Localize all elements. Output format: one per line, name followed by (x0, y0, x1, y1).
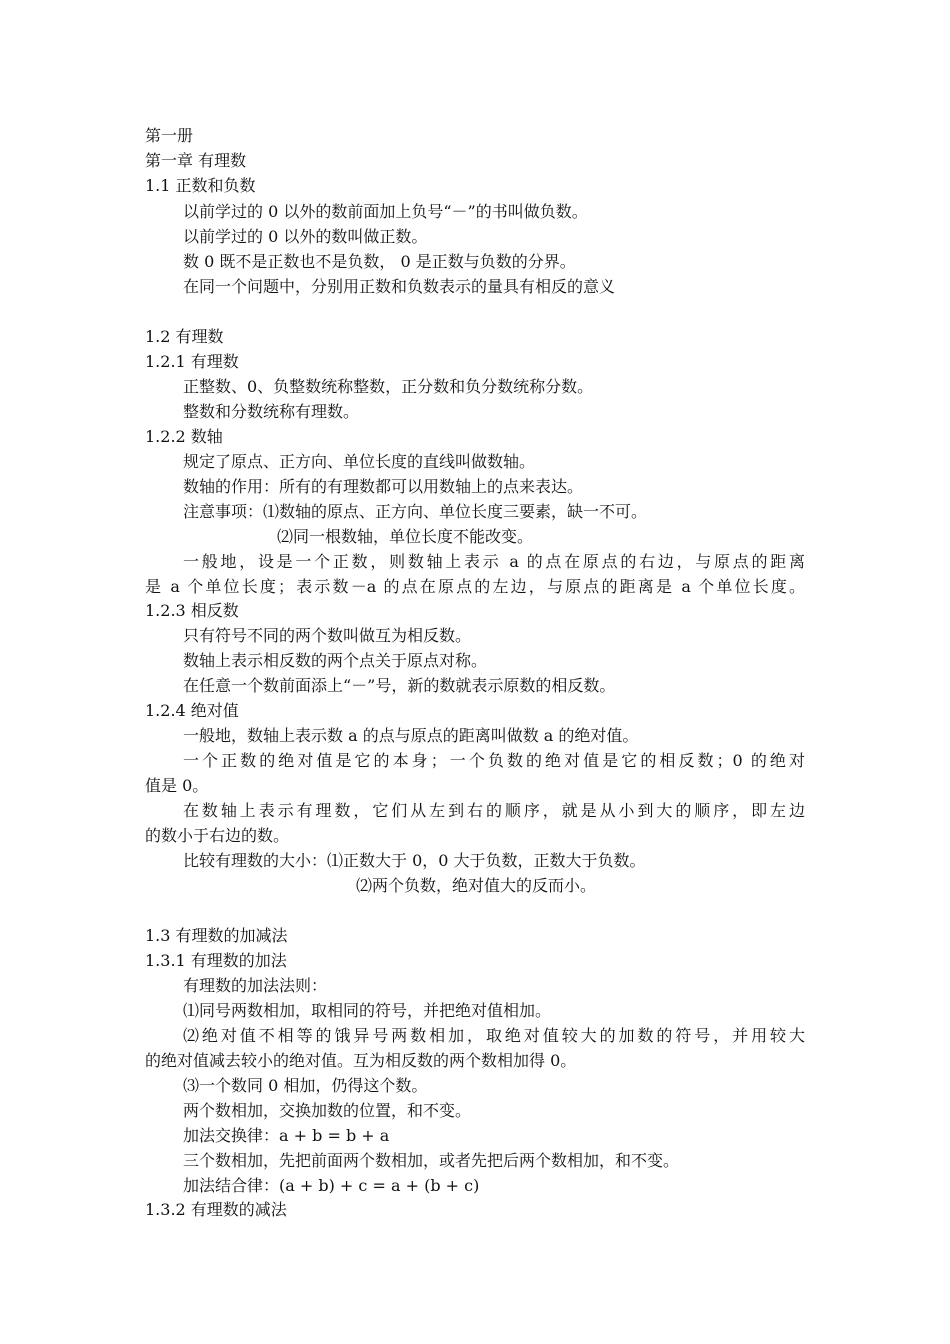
paragraph-line: ⑵两个负数，绝对值大的反而小。 (356, 876, 597, 895)
section-heading: 1.2 有理数 (145, 327, 224, 346)
paragraph-line: 的绝对值减去较小的绝对值。互为相反数的两个数相加得 0。 (145, 1051, 577, 1070)
paragraph-line: 有理数的加法法则： (183, 976, 328, 995)
paragraph-line: 数 0 既不是正数也不是负数， 0 是正数与负数的分界。 (183, 252, 576, 271)
paragraph-line: 在数轴上表示有理数，它们从左到右的顺序，就是从小到大的顺序，即左边 (183, 801, 805, 820)
paragraph-line: 整数和分数统称有理数。 (183, 402, 360, 421)
paragraph-line: 规定了原点、正方向、单位长度的直线叫做数轴。 (183, 452, 536, 471)
section-heading: 1.3 有理数的加减法 (145, 926, 288, 945)
subsection-heading: 1.3.1 有理数的加法 (145, 951, 287, 970)
subsection-heading: 1.2.3 相反数 (145, 601, 239, 620)
paragraph-line: 只有符号不同的两个数叫做互为相反数。 (183, 626, 472, 645)
paragraph-line: 比较有理数的大小：⑴正数大于 0，0 大于负数，正数大于负数。 (183, 851, 646, 870)
volume-title: 第一册 (145, 126, 194, 145)
chapter-title: 第一章 有理数 (145, 151, 247, 170)
paragraph-line: 三个数相加，先把前面两个数相加，或者先把后两个数相加，和不变。 (183, 1151, 680, 1170)
paragraph-line: 正整数、0、负整数统称整数，正分数和负分数统称分数。 (183, 377, 594, 396)
subsection-heading: 1.2.4 绝对值 (145, 701, 239, 720)
paragraph-line: 一个正数的绝对值是它的本身；一个负数的绝对值是它的相反数；0 的绝对 (183, 751, 805, 770)
paragraph-line: ⑵同一根数轴，单位长度不能改变。 (277, 527, 534, 546)
paragraph-line: 在任意一个数前面添上“－”号，新的数就表示原数的相反数。 (183, 676, 616, 695)
paragraph-line: 注意事项：⑴数轴的原点、正方向、单位长度三要素，缺一不可。 (183, 502, 648, 521)
paragraph-line: 是 a 个单位长度；表示数－a 的点在原点的左边，与原点的距离是 a 个单位长度。 (145, 577, 805, 596)
paragraph-line: ⑵绝对值不相等的饿异号两数相加，取绝对值较大的加数的符号，并用较大 (183, 1026, 805, 1045)
paragraph-line: 数轴的作用：所有的有理数都可以用数轴上的点来表达。 (183, 477, 584, 496)
section-heading: 1.1 正数和负数 (145, 176, 256, 195)
paragraph-line: 值是 0。 (145, 776, 209, 795)
subsection-heading: 1.2.1 有理数 (145, 352, 239, 371)
paragraph-line: 两个数相加，交换加数的位置，和不变。 (183, 1101, 472, 1120)
paragraph-line: ⑴同号两数相加，取相同的符号，并把绝对值相加。 (183, 1001, 552, 1020)
paragraph-line: 加法交换律：a + b = b + a (183, 1126, 390, 1145)
paragraph-line: 以前学过的 0 以外的数前面加上负号“－”的书叫做负数。 (183, 202, 588, 221)
paragraph-line: 数轴上表示相反数的两个点关于原点对称。 (183, 651, 488, 670)
paragraph-line: 以前学过的 0 以外的数叫做正数。 (183, 227, 428, 246)
subsection-heading: 1.2.2 数轴 (145, 427, 223, 446)
subsection-heading: 1.3.2 有理数的减法 (145, 1200, 287, 1219)
paragraph-line: 在同一个问题中，分别用正数和负数表示的量具有相反的意义 (183, 277, 616, 296)
paragraph-line: 加法结合律：(a + b) + c = a + (b + c) (183, 1176, 480, 1195)
paragraph-line: 的数小于右边的数。 (145, 826, 290, 845)
paragraph-line: ⑶一个数同 0 相加，仍得这个数。 (183, 1076, 428, 1095)
paragraph-line: 一般地，数轴上表示数 a 的点与原点的距离叫做数 a 的绝对值。 (183, 726, 639, 745)
paragraph-line: 一般地，设是一个正数，则数轴上表示 a 的点在原点的右边，与原点的距离 (183, 552, 805, 571)
